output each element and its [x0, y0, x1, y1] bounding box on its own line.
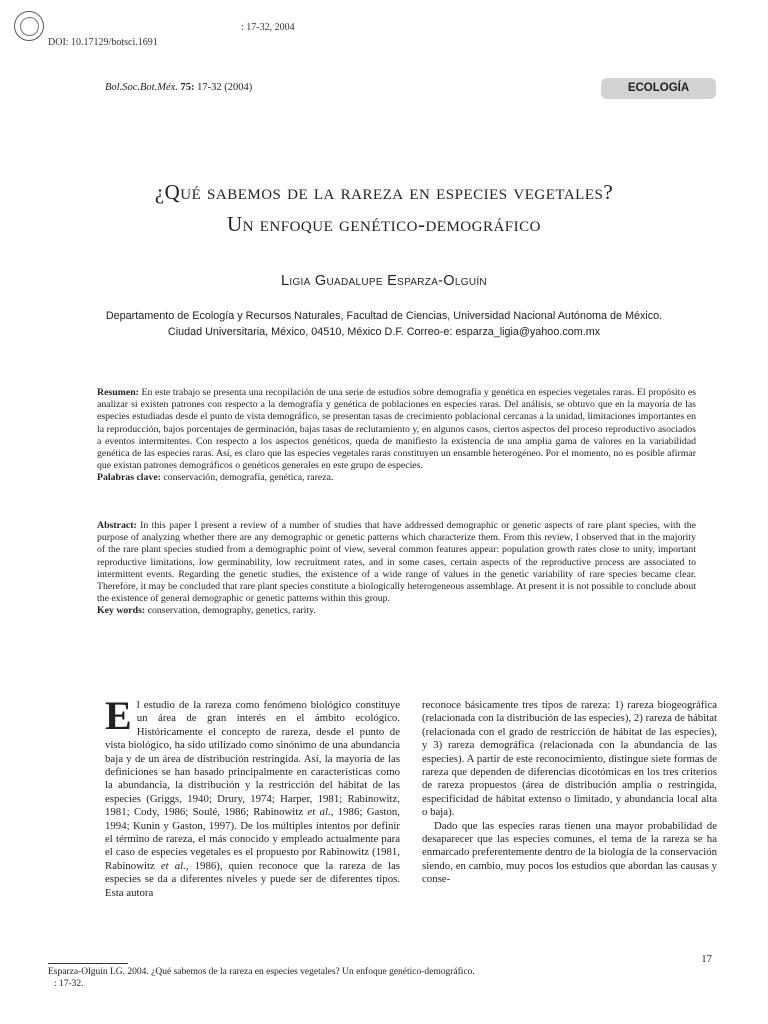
article-title-line2: Un enfoque genético-demográfico — [227, 212, 541, 236]
footnote-citation — [48, 967, 728, 990]
journal-abbrev: Bol.Soc.Bot.Méx. — [105, 82, 178, 93]
journal-pages: 17-32 (2004) — [197, 82, 253, 93]
intro-text-mid: , 1986; Gaston, 1994; Kunin y Gaston, 1997). De los múltiples intentos por definir el término de rareza, el más conocido y empleado actualmente para el caso de especies vegetales es el propuesto por Rabinowitz (1981, Rabinowitz — [105, 806, 400, 872]
intro-text-end: , 1986), quien reconoce que la rareza de las especies se da a diferentes niveles y puede ser de diferentes tipos. Esta autora — [105, 859, 400, 899]
etal-1: et al. — [307, 806, 331, 819]
affiliation-line1: Departamento de Ecología y Recursos Naturales, Facultad de Ciencias, Universidad Nacional Autónoma de México. — [105, 310, 663, 322]
palabras-clave-label: Palabras clave: — [97, 472, 161, 484]
doi-link[interactable]: DOI: 10.17129/botsci.1691 — [48, 37, 158, 48]
intro-text-lead: l estudio de la rareza como fenómeno biológico constituye un área de gran interés en el ámbito ecológico. Históricamente el concepto de rareza, desde el punto de vista biológico, ha sido utilizado como sinónimo de una abundancia baja y de un área de distribución restringida. Así, la mayoría de las definiciones se han basado principalmente en características como la abundancia, la distribución y la restricción del hábitat de las especies (Griggs, 1940; Drury, 1974; Harper, 1981; Rabinowitz, 1981; Cody, 1986; Soulé, 1986; Rabinowitz — [105, 699, 400, 819]
resumen-text: En este trabajo se presenta una recopilación de una serie de estudios sobre demografía y genética en especies vegetales raras. El propósito es analizar si existen patrones con respecto a la demografía y genética de poblaciones en especies raras. Del análisis, se obtuvo que en la mayoría de las especies estudiadas desde el punto de vista demográfico, se presentan tasas de crecimiento poblacional cercanas a la unidad, limitaciones importantes en la reproducción, bajos porcentajes de germinación, bajas tasas de reclutamiento y, en algunos casos, ciertos aspectos del proceso reproductivo asociados a eventos intermitentes. Con respecto a los aspectos genéticos, queda de manifiesto la existencia de una amplia gama de valores en la variabilidad genética de las especies raras. Así, es claro que las especies vegetales raras constituyen un ensamble heterogéneo. Por el momento, no es posible afirmar que existan patrones demográficos o genéticos generales en este grupo de especies. — [97, 387, 697, 472]
citation-pages: : 17-32. — [54, 978, 84, 989]
footnote-rule — [48, 963, 128, 964]
intro-paragraph — [105, 693, 400, 900]
paragraph-rarity-types: reconoce básicamente tres tipos de rareza: 1) rareza biogeográfica (relacionada con la distribución de las especies), 2) rareza de hábitat (relacionada con el grado de restricción de hábitat de las especies), y 3) rareza demográfica (relacionada con la abundancia de las especies). A partir de este reconocimiento, distingue siete formas de rareza que dependen de diferencias dicotómicas en los tres criterios de rareza propuestos (área de distribución amplia o restringida, especificidad de hábitat extenso o limitado, y abundancia local alta o baja). — [422, 699, 717, 819]
page-number: 17 — [701, 953, 712, 965]
abstract-label: Abstract: — [97, 520, 137, 531]
drop-cap: E — [105, 693, 132, 738]
journal-volume: 75: — [180, 82, 195, 93]
resumen-label: Resumen: — [97, 387, 139, 398]
abstract-text: In this paper I present a review of a number of studies that have addressed demographic or genetic aspects of rare plant species, with the purpose of analyzing whether there are any demographic or genetic patterns which characterize them. From this review, I observed that in the majority of the rare plant species studied from a demographic point of view, several common features appear: population growth rates close to unity, important reproductive limitations, low germinability, low recruitment rates, and in some cases, certain aspects of the reproductive process are associated to intermittent events. Regarding the genetic studies, the existence of a wide range of values in the genetic variability of rare species became clear. Therefore, it may be concluded that rare plant species constitute a biologically heterogeneous assemblage. At present it is not possible to conclude about the existence of general demographic or genetic patterns within this group. — [97, 520, 697, 605]
author-name: Ligia Guadalupe Esparza-Olguín — [281, 273, 487, 289]
header-pages-year: : 17-32, 2004 — [241, 22, 295, 33]
palabras-clave: conservación, demografía, genética, rareza. — [163, 472, 334, 484]
abstract-block — [97, 520, 696, 618]
section-badge: ECOLOGÍA — [601, 78, 716, 99]
body-column-right — [422, 699, 717, 887]
affiliation-line2: Ciudad Universitaria, México, 04510, México D.F. Correo-e: esparza_ligia@yahoo.com.mx — [167, 326, 601, 338]
citation-text: Esparza-Olguín LG. 2004. ¿Qué sabemos de la rareza en especies vegetales? Un enfoque genético-demográfico. — [48, 967, 475, 977]
article-title-line1: ¿Qué sabemos de la rareza en especies vegetales? — [154, 180, 614, 204]
key-words-label: Key words: — [97, 605, 146, 617]
paragraph-conservation: Dado que las especies raras tienen una mayor probabilidad de desaparecer que las especies comunes, el tema de la rareza se ha enmarcado preferentemente dentro de la biología de la conservación siendo, en cambio, muy pocos los estudios que abordan las causas y conse- — [422, 819, 717, 886]
etal-2: et al. — [160, 859, 186, 872]
affiliation — [90, 308, 678, 340]
resumen-block — [97, 387, 696, 485]
journal-seal-logo — [14, 11, 44, 41]
journal-citation — [105, 82, 252, 93]
key-words: conservation, demography, genetics, rarity. — [147, 605, 316, 617]
body-column-left — [105, 693, 400, 900]
